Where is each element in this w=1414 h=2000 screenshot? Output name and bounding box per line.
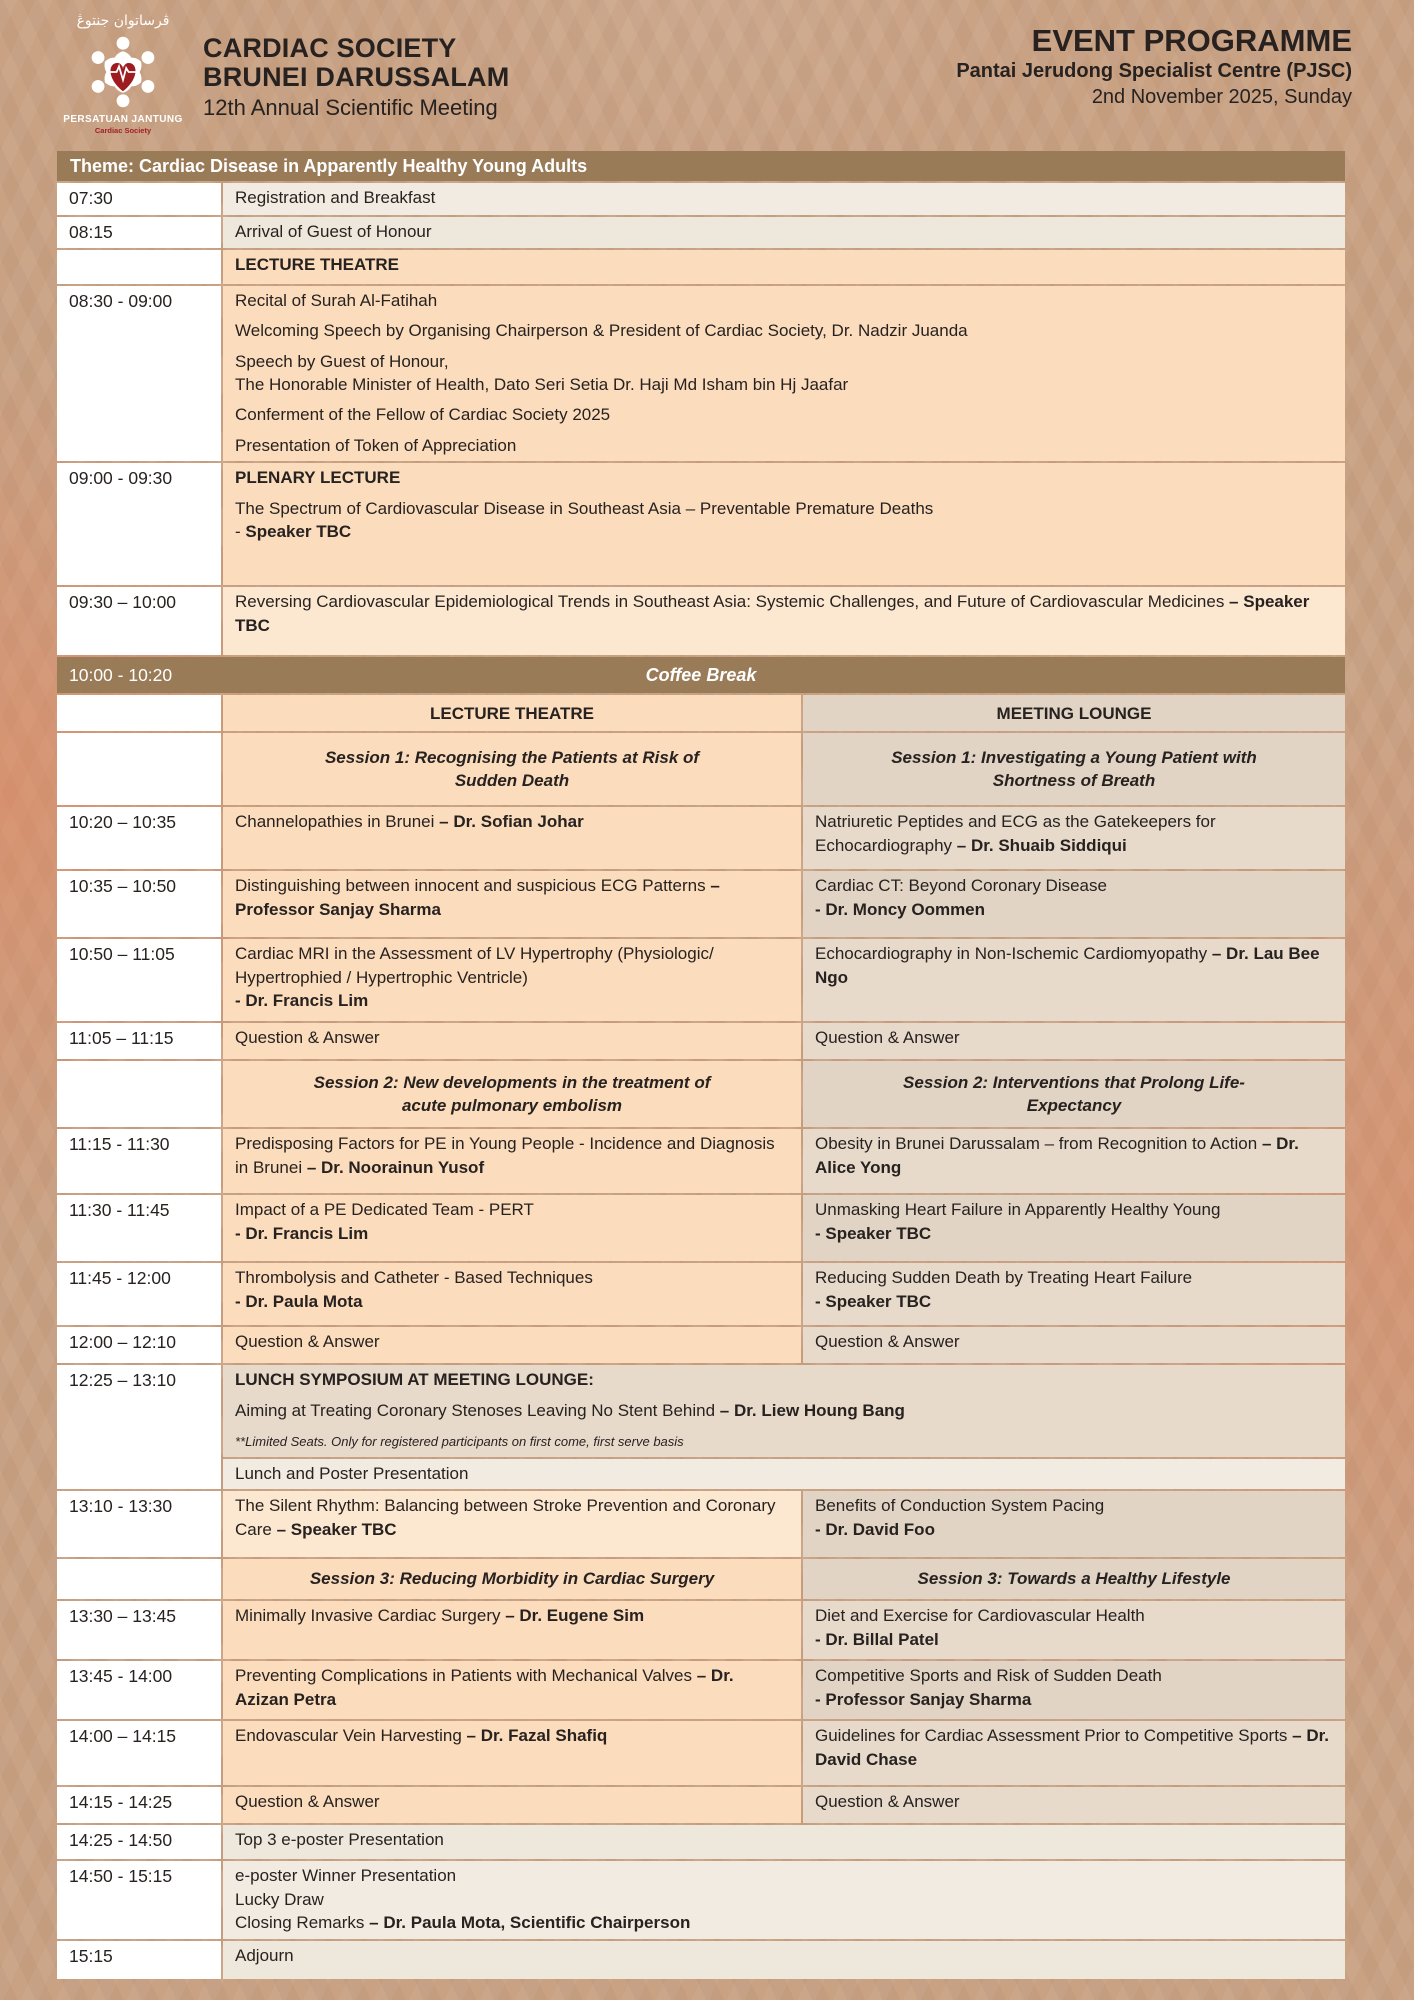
text-run: Question & Answer	[815, 1332, 960, 1352]
schedule-row	[57, 1129, 1345, 1193]
meeting-name: 12th Annual Scientific Meeting	[203, 94, 498, 120]
event-cell-lecture-theatre	[223, 1195, 801, 1261]
text-run: - Dr. Francis Lim	[235, 991, 369, 1011]
text-run: – Dr. Lau Bee Ngo	[815, 944, 1320, 987]
text-run: - Dr. David Foo	[815, 1519, 935, 1539]
event-cell-meeting-lounge	[803, 1129, 1345, 1193]
schedule-row	[57, 871, 1345, 937]
text-run: – Speaker TBC	[235, 592, 1310, 635]
time-cell	[57, 1787, 221, 1823]
text-run: - Dr. Francis Lim	[235, 1223, 369, 1243]
paragraph	[235, 1399, 1333, 1422]
text-run: Session 2: New developments in the treatment of acute pulmonary embolism	[313, 1072, 711, 1116]
text-run: Conferment of the Fellow of Cardiac Society 2025	[235, 405, 611, 425]
time-label: 12:00 – 12:10	[69, 1332, 177, 1353]
paragraph	[815, 1132, 1333, 1179]
text-run: – Dr. Paula Mota, Scientific Chairperson	[369, 1913, 691, 1933]
time-cell	[57, 250, 221, 284]
event-cell-meeting-lounge	[803, 1661, 1345, 1719]
text-run: Question & Answer	[815, 1792, 960, 1812]
theme-banner: Theme: Cardiac Disease in Apparently Healthy Young Adults	[57, 151, 1345, 181]
jawi-script-text: ڤرساتوان جنتوڠ	[76, 13, 170, 29]
paragraph	[815, 1494, 1333, 1541]
text-run: Aiming at Treating Coronary Stenoses Leaving No Stent Behind	[235, 1400, 720, 1420]
event-cell-lecture-theatre	[223, 1721, 801, 1785]
time-cell	[57, 1825, 221, 1859]
time-label: 14:00 – 14:15	[69, 1726, 177, 1747]
text-run: LECTURE THEATRE	[235, 254, 400, 274]
paragraph	[235, 590, 1333, 637]
event-cell-lecture-theatre	[223, 807, 801, 869]
time-cell	[57, 1559, 221, 1599]
paragraph	[235, 1132, 789, 1179]
paragraph	[235, 1368, 1333, 1391]
time-cell	[57, 463, 221, 585]
paragraph	[815, 942, 1333, 989]
event-cell-lecture-theatre	[223, 871, 801, 937]
text-run: Recital of Surah Al-Fatihah	[235, 290, 438, 310]
schedule-row	[57, 1825, 1345, 1859]
paragraph	[293, 746, 731, 793]
event-cell-meeting-lounge	[803, 871, 1345, 937]
text-run: Preventing Complications in Patients with Mechanical Valves	[235, 1666, 697, 1686]
text-run: – Dr. Sofian Johar	[439, 812, 584, 832]
paragraph	[235, 1864, 1333, 1934]
schedule-row	[57, 250, 1345, 284]
time-cell	[57, 807, 221, 869]
text-run: Guidelines for Cardiac Assessment Prior to Competitive Sports	[815, 1726, 1293, 1746]
schedule-row	[57, 939, 1345, 1021]
paragraph	[235, 1828, 1333, 1851]
event-cell	[223, 217, 1345, 248]
schedule-row	[57, 1327, 1345, 1363]
text-run: Speaker TBC	[245, 522, 352, 542]
text-run: Cardiac CT: Beyond Coronary Disease	[815, 876, 1107, 896]
paragraph	[235, 1266, 789, 1313]
paragraph	[235, 1330, 789, 1353]
text-run: Distinguishing between innocent and suspicious ECG Patterns	[235, 876, 711, 896]
schedule-row	[57, 183, 1345, 214]
paragraph	[235, 403, 1333, 426]
time-label: 14:25 - 14:50	[69, 1830, 173, 1851]
event-date: 2nd November 2025, Sunday	[1091, 85, 1352, 108]
event-cell-lecture-theatre	[223, 1601, 801, 1659]
text-run: Competitive Sports and Risk of Sudden Death	[815, 1666, 1162, 1686]
time-cell	[57, 1061, 221, 1127]
event-cell-lecture-theatre	[223, 1327, 801, 1363]
org-name-line1: CARDIAC SOCIETY	[203, 33, 457, 63]
event-cell	[223, 183, 1345, 214]
time-cell	[57, 1263, 221, 1325]
text-run: Endovascular Vein Harvesting	[235, 1726, 467, 1746]
session-header-cell-lecture-theatre	[223, 1061, 801, 1127]
text-run: – Dr. Alice Yong	[815, 1134, 1299, 1177]
paragraph	[235, 1462, 1333, 1485]
text-run: LUNCH SYMPOSIUM AT MEETING LOUNGE:	[235, 1370, 594, 1390]
text-run: Predisposing Factors for PE in Young People - Incidence and Diagnosis in Brunei	[235, 1134, 775, 1177]
time-label: 15:15	[69, 1945, 113, 1966]
text-run: Natriuretic Peptides and ECG as the Gatekeepers for Echocardiography	[815, 812, 1216, 855]
paragraph	[815, 810, 1333, 857]
time-label: 11:45 - 12:00	[69, 1268, 171, 1289]
time-cell	[57, 1861, 221, 1938]
text-run: Session 1: Investigating a Young Patient with Shortness of Breath	[891, 747, 1257, 791]
time-cell	[57, 1195, 221, 1261]
society-logo	[57, 14, 189, 135]
text-run: The Spectrum of Cardiovascular Disease in Southeast Asia – Preventable Premature Deaths	[235, 498, 934, 518]
lunch-poster-cell	[223, 1459, 1345, 1489]
paragraph	[235, 466, 1333, 489]
schedule-row	[57, 1263, 1345, 1325]
schedule-row	[57, 1195, 1345, 1261]
text-run: e-poster Winner Presentation	[235, 1866, 457, 1886]
schedule-row	[57, 1023, 1345, 1059]
time-label: 11:30 - 11:45	[69, 1200, 170, 1221]
time-cell	[57, 217, 221, 248]
text-run: LECTURE THEATRE	[429, 703, 594, 723]
schedule-row	[57, 1941, 1345, 1979]
time-cell	[57, 733, 221, 805]
text-run: Cardiac MRI in the Assessment of LV Hypertrophy (Physiologic/ Hypertrophied / Hypertrophic Ventricle)	[235, 944, 714, 987]
paragraph	[873, 702, 1275, 725]
session-header-cell-meeting-lounge	[803, 1061, 1345, 1127]
time-label: 13:30 – 13:45	[69, 1606, 177, 1627]
paragraph	[235, 942, 789, 1012]
text-run: Thrombolysis and Catheter - Based Techniques	[235, 1268, 593, 1288]
event-cell-meeting-lounge	[803, 1787, 1345, 1823]
event-cell-lecture-theatre	[223, 1661, 801, 1719]
time-label: 10:20 – 10:35	[69, 812, 177, 833]
time-cell	[57, 1601, 221, 1659]
session-header-cell-lecture-theatre	[223, 733, 801, 805]
text-run: - Speaker TBC	[815, 1223, 932, 1243]
event-cell-lecture-theatre	[223, 939, 801, 1021]
time-label: 07:30	[69, 188, 113, 209]
text-run: The Silent Rhythm: Balancing between Stroke Prevention and Coronary Care	[235, 1496, 776, 1539]
text-run: Adjourn	[235, 1945, 294, 1965]
event-cell-meeting-lounge	[803, 1327, 1345, 1363]
time-cell	[57, 286, 221, 462]
event-cell	[223, 587, 1345, 655]
time-label: 10:50 – 11:05	[69, 944, 175, 965]
event-cell-meeting-lounge	[803, 1721, 1345, 1785]
paragraph	[235, 874, 789, 921]
schedule-row	[57, 1559, 1345, 1599]
schedule-row	[57, 1601, 1345, 1659]
schedule-row	[57, 1787, 1345, 1823]
paragraph	[815, 1790, 1333, 1813]
schedule-row	[57, 1861, 1345, 1938]
time-cell	[57, 1721, 221, 1785]
text-run: Channelopathies in Brunei	[235, 812, 440, 832]
time-cell	[57, 587, 221, 655]
paragraph	[235, 289, 1333, 312]
text-run: Session 1: Recognising the Patients at Risk of Sudden Death	[324, 747, 700, 791]
paragraph	[873, 1567, 1275, 1590]
logo-emblem-heart-icon	[83, 30, 163, 114]
session-header-cell-meeting-lounge	[803, 695, 1345, 731]
event-cell-meeting-lounge	[803, 1263, 1345, 1325]
schedule-row	[57, 695, 1345, 731]
text-run: Question & Answer	[235, 1332, 380, 1352]
coffee-break-bar	[57, 657, 1345, 693]
text-run: MEETING LOUNGE	[996, 703, 1152, 723]
event-cell-meeting-lounge	[803, 1491, 1345, 1557]
text-run: – Speaker TBC	[276, 1519, 397, 1539]
text-run: – Dr. Shuaib Siddiqui	[956, 835, 1127, 855]
time-label: 09:00 - 09:30	[69, 468, 173, 489]
text-run: Session 2: Interventions that Prolong Life-Expectancy	[903, 1072, 1245, 1116]
time-cell	[57, 183, 221, 214]
text-run: Impact of a PE Dedicated Team - PERT	[235, 1200, 534, 1220]
session-header-cell-meeting-lounge	[803, 733, 1345, 805]
paragraph	[235, 253, 1333, 276]
session-header-cell-lecture-theatre	[223, 695, 801, 731]
text-run: – Dr. David Chase	[815, 1726, 1329, 1769]
text-run: Question & Answer	[235, 1028, 380, 1048]
paragraph	[293, 702, 731, 725]
schedule-row	[57, 1721, 1345, 1785]
text-run: – Dr. Azizan Petra	[235, 1666, 734, 1709]
text-run: Session 3: Reducing Morbidity in Cardiac Surgery	[309, 1569, 715, 1589]
page-header	[0, 0, 1414, 145]
text-run: – Dr. Eugene Sim	[505, 1606, 645, 1626]
time-label: 13:45 - 14:00	[69, 1666, 173, 1687]
schedule-row	[57, 1365, 1345, 1489]
paragraph	[235, 186, 1333, 209]
text-run: Echocardiography in Non-Ischemic Cardiomyopathy	[815, 944, 1212, 964]
paragraph	[235, 810, 789, 833]
time-cell	[57, 1661, 221, 1719]
text-run: Reversing Cardiovascular Epidemiological Trends in Southeast Asia: Systemic Challenges, and Future of Cardiovascular Medicines	[235, 592, 1230, 612]
paragraph	[235, 319, 1333, 342]
paragraph	[815, 1604, 1333, 1651]
event-cell	[223, 463, 1345, 585]
schedule-row	[57, 217, 1345, 248]
paragraph	[235, 1724, 789, 1747]
schedule-row	[57, 587, 1345, 655]
text-run: Top 3 e-poster Presentation	[235, 1830, 444, 1850]
time-label: 14:50 - 15:15	[69, 1866, 173, 1887]
text-run: - Professor Sanjay Sharma	[815, 1689, 1032, 1709]
paragraph	[815, 1198, 1333, 1245]
time-cell	[57, 1365, 221, 1489]
event-title-block	[956, 24, 1352, 109]
org-name-line2: BRUNEI DARUSSALAM	[203, 61, 510, 92]
text-run: Speech by Guest of Honour,	[235, 351, 449, 371]
programme-table	[57, 151, 1345, 1978]
text-run: – Professor Sanjay Sharma	[235, 876, 720, 919]
event-cell	[223, 250, 1345, 284]
time-cell	[57, 1129, 221, 1193]
text-run: Minimally Invasive Cardiac Surgery	[235, 1606, 506, 1626]
text-run: The Honorable Minister of Health, Dato Seri Setia Dr. Haji Md Isham bin Hj Jaafar	[235, 375, 849, 395]
paragraph	[235, 1026, 789, 1049]
time-cell	[57, 1941, 221, 1979]
schedule-row	[57, 807, 1345, 869]
time-label: 09:30 – 10:00	[69, 592, 177, 613]
text-run: Diet and Exercise for Cardiovascular Health	[815, 1606, 1145, 1626]
time-label: 10:35 – 10:50	[69, 876, 177, 897]
event-cell-lecture-theatre	[223, 1129, 801, 1193]
schedule-row	[57, 1491, 1345, 1557]
paragraph	[235, 434, 1333, 457]
time-label: 08:30 - 09:00	[69, 290, 173, 311]
time-cell	[57, 660, 223, 690]
text-run: - Speaker TBC	[815, 1291, 932, 1311]
event-cell-meeting-lounge	[803, 1601, 1345, 1659]
text-run: Obesity in Brunei Darussalam – from Recognition to Action	[815, 1134, 1262, 1154]
paragraph	[873, 1071, 1275, 1118]
paragraph	[815, 1330, 1333, 1353]
event-venue: Pantai Jerudong Specialist Centre (PJSC)	[956, 59, 1352, 82]
text-run: Welcoming Speech by Organising Chairperson & President of Cardiac Society, Dr. Nadzir Juanda	[235, 321, 968, 341]
text-run: Question & Answer	[815, 1028, 960, 1048]
text-run: Registration and Breakfast	[235, 188, 436, 208]
schedule-row	[57, 733, 1345, 805]
event-cell-meeting-lounge	[803, 1023, 1345, 1059]
text-run: Arrival of Guest of Honour	[235, 221, 432, 241]
text-run: – Dr. Liew Houng Bang	[719, 1400, 905, 1420]
time-cell	[57, 871, 221, 937]
organisation-title	[203, 34, 509, 121]
paragraph	[235, 220, 1333, 243]
paragraph	[815, 1724, 1333, 1771]
schedule-row	[57, 286, 1345, 462]
time-cell	[57, 1327, 221, 1363]
text-run: Benefits of Conduction System Pacing	[815, 1496, 1105, 1516]
paragraph	[235, 1944, 1333, 1967]
paragraph	[873, 746, 1275, 793]
paragraph	[235, 497, 1333, 544]
paragraph	[815, 1026, 1333, 1049]
event-cell-lecture-theatre	[223, 1787, 801, 1823]
time-cell	[57, 1491, 221, 1557]
time-label: 14:15 - 14:25	[69, 1792, 173, 1813]
event-cell-meeting-lounge	[803, 1195, 1345, 1261]
paragraph	[235, 1494, 789, 1541]
time-label: 11:15 - 11:30	[69, 1134, 170, 1155]
event-title: EVENT PROGRAMME	[1031, 23, 1352, 58]
text-run: Unmasking Heart Failure in Apparently Healthy Young	[815, 1200, 1221, 1220]
paragraph	[235, 1429, 1333, 1452]
text-run: -	[235, 522, 246, 542]
text-run: Lunch and Poster Presentation	[235, 1463, 469, 1483]
text-run: Session 3: Towards a Healthy Lifestyle	[917, 1569, 1231, 1589]
logo-org-subtitle: Cardiac Society	[94, 126, 152, 136]
time-cell	[57, 939, 221, 1021]
lunch-stack	[223, 1365, 1345, 1489]
logo-org-name: PERSATUAN JANTUNG	[63, 114, 183, 126]
lunch-symposium-cell	[223, 1365, 1345, 1456]
text-run: Presentation of Token of Appreciation	[235, 435, 517, 455]
time-label: 11:05 – 11:15	[69, 1028, 174, 1049]
text-run: – Dr. Noorainun Yusof	[306, 1157, 485, 1177]
text-run: – Dr. Fazal Shafiq	[466, 1726, 608, 1746]
text-run: - Dr. Moncy Oommen	[815, 899, 986, 919]
text-run: PLENARY LECTURE	[235, 468, 401, 488]
text-run: - Dr. Billal Patel	[815, 1629, 939, 1649]
text-run: **Limited Seats. Only for registered participants on first come, first serve basis	[235, 1434, 684, 1450]
schedule-row	[57, 1061, 1345, 1127]
paragraph	[293, 1071, 731, 1118]
text-run: Closing Remarks	[235, 1913, 370, 1933]
time-label: 10:00 - 10:20	[69, 665, 173, 686]
time-cell	[57, 695, 221, 731]
event-cell	[223, 286, 1345, 462]
paragraph	[235, 1664, 789, 1711]
paragraph	[815, 874, 1333, 921]
time-label: 08:15	[69, 221, 113, 242]
session-header-cell-lecture-theatre	[223, 1559, 801, 1599]
schedule-row	[57, 463, 1345, 585]
event-cell-lecture-theatre	[223, 1023, 801, 1059]
event-cell	[223, 1861, 1345, 1938]
paragraph	[815, 1664, 1333, 1711]
event-cell-meeting-lounge	[803, 939, 1345, 1021]
paragraph	[815, 1266, 1333, 1313]
event-cell-meeting-lounge	[803, 807, 1345, 869]
paragraph	[235, 1790, 789, 1813]
text-run: Question & Answer	[235, 1792, 380, 1812]
event-cell-lecture-theatre	[223, 1491, 801, 1557]
time-label: 13:10 - 13:30	[69, 1496, 173, 1517]
time-label: 12:25 – 13:10	[69, 1370, 177, 1391]
paragraph	[235, 1604, 789, 1627]
event-cell	[223, 1825, 1345, 1859]
schedule-row	[57, 1661, 1345, 1719]
time-cell	[57, 1023, 221, 1059]
paragraph	[293, 1567, 731, 1590]
paragraph	[235, 1198, 789, 1245]
event-cell-lecture-theatre	[223, 1263, 801, 1325]
paragraph	[235, 350, 1333, 397]
text-run: Reducing Sudden Death by Treating Heart Failure	[815, 1268, 1193, 1288]
text-run: Lucky Draw	[235, 1889, 324, 1909]
session-header-cell-meeting-lounge	[803, 1559, 1345, 1599]
text-run: - Dr. Paula Mota	[235, 1291, 363, 1311]
event-cell	[223, 1941, 1345, 1979]
break-label: Coffee Break	[645, 664, 757, 685]
